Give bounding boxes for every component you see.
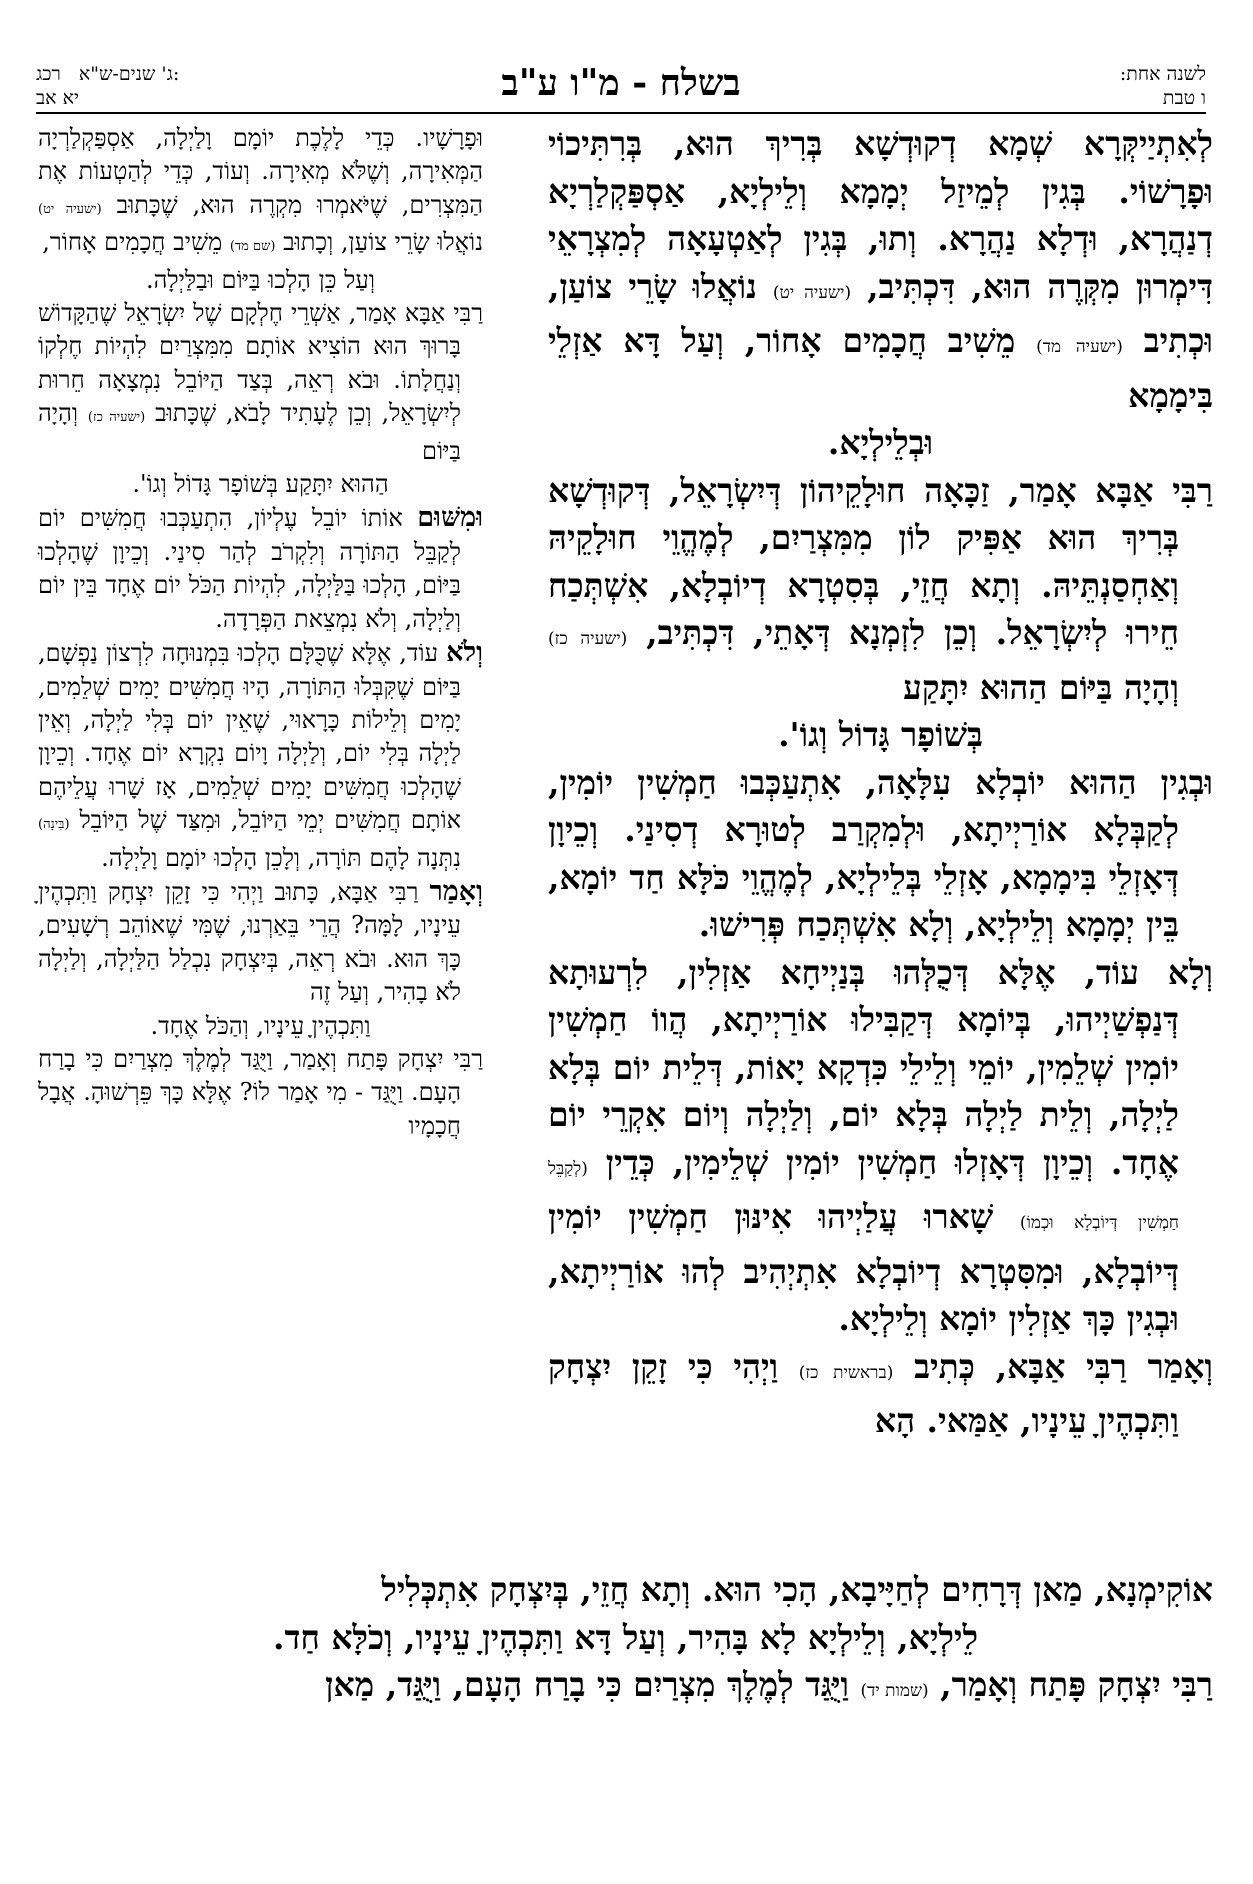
header-three-year-date: יא אב bbox=[36, 87, 79, 109]
bottom-line: לֵילְיָא, וְלֵילְיָא לָא בָּהִיר, וְעַל דָּא וַתִּכְהֶיןָ עֵינָיו, וְכֹלָּא חַד. bbox=[272, 1617, 979, 1657]
main-paragraph bbox=[548, 949, 1213, 1343]
main-text: וַיֻּגַּד לְמֶלֶךְ מִצְרַיִם כִּי בָרַח הָעָם, וַיֻּגַּד, מַאן bbox=[325, 1665, 849, 1704]
main-text: וַיְהִי כִּי זָקֵן יִצְחָק וַתִּכְהֶיןָ עֵינָיו, אַמַּאי. הָא bbox=[548, 1346, 1179, 1440]
header-one-year-date: ו טבת bbox=[1162, 87, 1206, 109]
main-paragraph-end: וּבְלֵילְיָא. bbox=[827, 423, 934, 462]
citation: (ישעיה מד) bbox=[1036, 337, 1123, 357]
bottom-text bbox=[38, 1566, 1213, 1716]
main-text: וְאָמַר רַבִּי אַבָּא, כְּתִיב bbox=[914, 1346, 1213, 1386]
translation-paragraph bbox=[38, 297, 483, 468]
main-paragraph bbox=[548, 120, 1213, 419]
translation-text: נִתְּנָה לָהֶם תּוֹרָה, וְלָכֵן הָלְכוּ יוֹמָם וָלַיְלָה. bbox=[101, 843, 461, 872]
main-text-column bbox=[548, 120, 1213, 1445]
translation-text: רַבִּי אַבָּא אָמַר, אַשְׁרֵי חֶלְקָם שֶׁל יִשְׂרָאֵל שֶׁהַקָּדוֹשׁ בָּרוּךְ הוּא הוֹצִיא אוֹתָם מִמִּצְרַיִם לִהְיוֹת חֶלְקוֹ וְנַחֲלָתוֹ. וּבֹא רְאֵה, בְּצַד הַיּוֹבֵל נִמְצָאָה חֵרוּת לְיִשְׂרָאֵל, וְכֵן לֶעָתִיד לָבֹא, שֶׁכָּתוּב bbox=[38, 299, 483, 428]
main-text: מֵשִׁיב חֲכָמִים אָחוֹר, וְעַל דָּא אַזְלֵי בִּימָמָא bbox=[548, 321, 1213, 415]
translation-paragraph bbox=[38, 875, 483, 1010]
main-paragraph-end: בְּשׁוֹפָר גָּדוֹל וְגוֹ'. bbox=[778, 715, 983, 754]
paragraph-lead-word: וְאָמַר bbox=[429, 875, 483, 907]
main-paragraph bbox=[548, 467, 1213, 712]
header-three-year-label: ג' שנים-ש"א: bbox=[78, 63, 180, 85]
main-paragraph bbox=[548, 1343, 1213, 1445]
translation-paragraph bbox=[38, 122, 483, 264]
translation-text: מֵשִׁיב חֲכָמִים אָחוֹר, bbox=[42, 228, 223, 257]
translation-paragraph bbox=[38, 501, 483, 636]
translation-column bbox=[38, 122, 483, 1143]
page-title: בשלח - מ"ו ע"ב bbox=[501, 62, 741, 104]
main-paragraph: וּבְגִין הַהוּא יוֹבְלָא עִלָּאָה, אִתְעַכְּבוּ חַמְשִׁין יוֹמִין, לְקַבְּלָא אוֹרַיְיתָא, וּלְמִקְרַב לְטוּרָא דְסִינַי. וְכֵיוָן דְּאָזְלֵי בִּימָמָא, אָזְלֵי בְּלֵילְיָא, לְמֶהֱוֵי כֹּלָּא חַד יוֹמָא, בֵּין יְמָמָא וְלֵילְיָא, וְלָא אִשְׁתְּכַח פְּרִישׁוּ. bbox=[548, 762, 1213, 944]
translation-text: נוֹאֲלוּ שָׂרֵי צוֹעַן, וְכָתוּב bbox=[283, 228, 483, 257]
translation-paragraph bbox=[38, 636, 483, 875]
citation: (בראשית כז) bbox=[798, 1362, 894, 1383]
editorial-note: (לְקַבֵּל חַמְשִׁין דְּיוֹבְלָא וּכְמוֹ) bbox=[548, 1158, 1179, 1233]
translation-text: אוֹתוֹ יוֹבֵל עֶלְיוֹן, הִתְעַכְּבוּ חֲמִשִּׁים יוֹם לְקַבֵּל הַתּוֹרָה וְלִקְרֹב לְהַר סִינַי. וְכֵיוָן שֶׁהָלְכוּ בַּיּוֹם, הָלְכוּ בַּלַּיְלָה, לִהְיוֹת הַכֹּל יוֹם אֶחָד בֵּין יוֹם וְלַיְלָה, וְלֹא נִמְצֵאת הַפְּרָדָה. bbox=[38, 504, 461, 633]
citation: (ישעיה כז) bbox=[548, 629, 628, 649]
citation: (ישעיה כז) bbox=[87, 410, 146, 426]
citation: (בִּינָה) bbox=[38, 817, 70, 833]
page-number: רכג bbox=[36, 63, 61, 85]
bottom-line: אוֹקִימְנָא, מַאן דְּרָחִים לְחַיָּיבָא, הָכִי הוּא. וְתָא חֲזֵי, בְּיִצְחָק אִתְכְּלִיל bbox=[381, 1570, 1213, 1609]
translation-paragraph-end: וְעַל כֵּן הָלְכוּ בַּיּוֹם וּבַלַּיְלָה. bbox=[145, 265, 376, 294]
main-text: רַבִּי יִצְחָק פָּתַח וְאָמַר, bbox=[940, 1665, 1213, 1704]
translation-text: עוֹד, אֶלָּא שֶׁכֻּלָּם הָלְכוּ בִּמְנוּחָה לִרְצוֹן נַפְשָׁם, בַּיּוֹם שֶׁקִּבְּלוּ הַתּוֹרָה, הָיוּ חֲמִשִּׁים יָמִים שְׁלֵמִים, יָמִים וְלֵילוֹת כָּרָאוּי, שֶׁאֵין יוֹם בְּלִי לַיְלָה, וְאֵין לַיְלָה בְּלִי יוֹם, וְלַיְלָה וָיוֹם נִקְרָא יוֹם אֶחָד. וְכֵיוָן שֶׁהָלְכוּ חֲמִשִּׁים יָמִים שְׁלֵמִים, אָז שָׁרוּ עֲלֵיהֶם אוֹתָם חֲמִשִּׁים יְמֵי הַיּוֹבֵל, וּמִצַּד שֶׁל הַיּוֹבֵל bbox=[38, 639, 461, 835]
main-text: נוֹאֲלוּ שָׂרֵי צוֹעַן, וּכְתִיב bbox=[548, 266, 1213, 360]
bottom-line bbox=[38, 1661, 1213, 1716]
translation-paragraph-end: וַתִּכְהֶיןָ עֵינָיו, וְהַכֹּל אֶחָד. bbox=[150, 1011, 371, 1040]
translation-text: רַבִּי אַבָּא, כָּתוּב וַיְהִי כִּי זָקֵן יִצְחָק וַתִּכְהֶיןָ עֵינָיו, לָמָּה? הֲרֵי בֵּאַרְנוּ, שֶׁמִּי שֶׁאוֹהֵב רְשָׁעִים, כָּךְ הוּא. וּבֹא רְאֵה, בְּיִצְחָק נִכְלַל הַלַּיְלָה, וְלַיְלָה לֹא בָהִיר, וְעַל זֶה bbox=[38, 877, 461, 1007]
citation: (ישעיה יט) bbox=[38, 201, 102, 217]
main-text: וְלָא עוֹד, אֶלָּא דְּכֻלְּהוּ בְּנַיְיחָא אַזְלִין, לִרְעוּתָא דְּנַפְשַׁיְיהוּ, בְּיוֹמָא דְּקַבִּילוּ אוֹרַיְיתָא, הֲווֹ חַמְשִׁין יוֹמִין שְׁלֵמִין, יוֹמֵי וְלֵילֵי כִּדְקָא יָאוֹת, דְּלֵית יוֹם בְּלָא לַיְלָה, וְלֵית לַיְלָה בְּלָא יוֹם, וְלַיְלָה וְיוֹם אִקְרֵי יוֹם אֶחָד. וְכֵיוָן דְּאָזְלוּ חַמְשִׁין יוֹמִין שְׁלֵימִין, כְּדֵין bbox=[548, 952, 1213, 1182]
main-text: לְאִתְיַיקְּרָא שְׁמָא דְקוּדְשָׁא בְּרִיךְ הוּא, בְּרִתִּיכוֹי וּפָרָשׁוֹי. בְּגִין לְמֵיזַל יְמָמָא וְלֵילְיָא, אַסְפַּקְלַרְיָא דְנַהֲרָא, וּדְלָא נַהֲרָא. וְתוּ, בְּגִין לְאַטְעָאָה לְמִצְרָאֵי דִּימְרוּן מִקְּרֶה הוּא, דִּכְתִּיב, bbox=[548, 124, 1213, 306]
translation-paragraph-end: הַהוּא יִתָּקַע בְּשׁוֹפָר גָּדוֹל וְגוֹ'. bbox=[132, 470, 389, 499]
main-text: רַבִּי אַבָּא אָמַר, זַכָּאָה חוּלָקֵיהוֹן דְּיִשְׂרָאֵל, דְּקוּדְשָׁא בְּרִיךְ הוּא אַפִּיק לוֹן מִמִּצְרַיִם, לְמֶהֱוֵי חוּלָקֵיהּ וְאַחְסַנְתֵּיהּ. וְתָא חֲזֵי, בְּסִטְרָא דְיוֹבְלָא, אִשְׁתְּכַח חֵירוּ לְיִשְׂרָאֵל. וְכֵן לִזְמְנָא דְּאָתֵי, דִּכְתִּיב, bbox=[548, 470, 1213, 652]
citation: (שמות יד) bbox=[860, 1681, 929, 1701]
citation: (שם מד) bbox=[229, 239, 276, 255]
translation-text: וְהָיָה בַּיּוֹם bbox=[38, 399, 461, 465]
header-one-year-label: לשנה אחת: bbox=[1119, 63, 1206, 85]
translation-paragraph: רַבִּי יִצְחָק פָּתַח וְאָמַר, וַיֻּגַּד לְמֶלֶךְ מִצְרַיִם כִּי בָרַח הָעָם. וַיֻּגַּד - מִי אָמַר לוֹ? אֶלָּא כָּךְ פֵּרְשׁוּהָ. אֲבָל חֲכָמָיו bbox=[38, 1044, 483, 1140]
header-rule bbox=[36, 112, 1206, 114]
main-text: וְהָיָה בַּיּוֹם הַהוּא יִתָּקַע bbox=[903, 667, 1179, 707]
header-left bbox=[36, 62, 179, 110]
main-text: שָׁארוּ עֲלַיְיהוּ אִינּוּן חַמְשִׁין יוֹמִין דְּיוֹבְלָא, וּמִסִּטְרָא דְיוֹבְלָא אִתְיְהִיב לְהוּ אוֹרַיְיתָא, וּבְגִין כָּךְ אַזְלִין יוֹמָא וְלֵילְיָא. bbox=[548, 1197, 1179, 1338]
paragraph-lead-word: וּמִשּׁוּם bbox=[417, 502, 483, 534]
translation-text: וּפָרָשָׁיו. כְּדֵי לָלֶכֶת יוֹמָם וָלַיְלָה, אַסְפַּקְלַרְיָה הַמְּאִירָה, וְשֶׁלֹּא מְאִירָה. וְעוֹד, כְּדֵי לְהַטְעוֹת אֶת הַמִּצְרִים, שֶׁיֹּאמְרוּ מִקְרֶה הוּא, שֶׁכָּתוּב bbox=[38, 124, 483, 219]
paragraph-lead-word: וְלֹא bbox=[446, 637, 483, 669]
citation: (ישעיה יט) bbox=[772, 282, 852, 303]
